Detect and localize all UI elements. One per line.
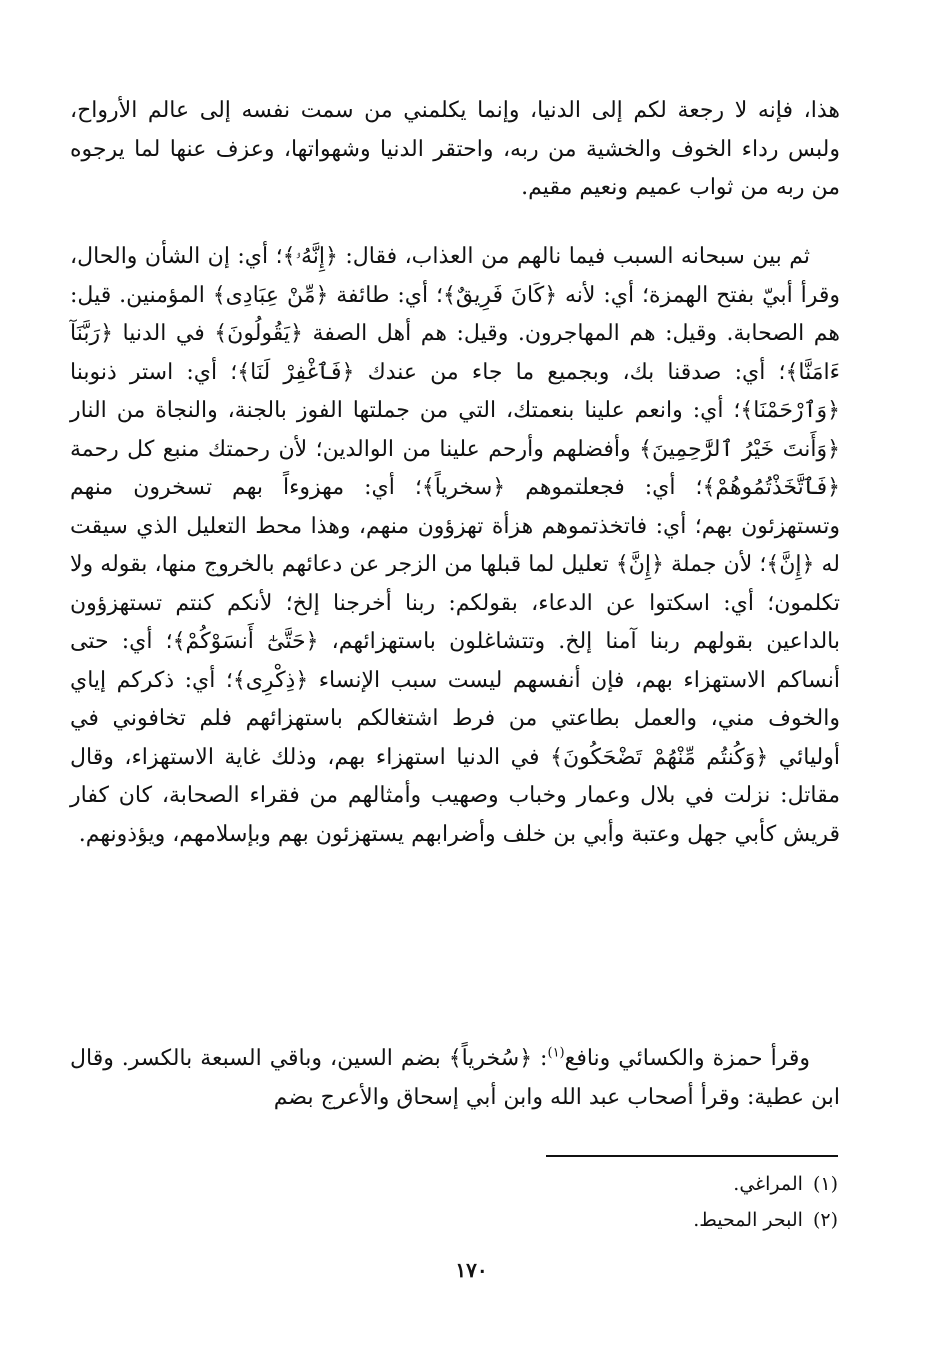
footnote-text: البحر المحيط.: [693, 1209, 803, 1231]
footnote-2: [500, 1202, 838, 1238]
footnote-number: (١): [812, 1173, 838, 1195]
footnote-text: المراغي.: [733, 1173, 803, 1195]
paragraph-3-end: : ﴿سُخرياً﴾ بضم السين، وباقي السبعة بالكسر. وقال ابن عطية: وقرأ أصحاب عبد الله وابن أبي إسحاق والأعرج بضم: [70, 1046, 840, 1110]
body-text-block-1: [70, 92, 840, 208]
paragraph-2: ثم بين سبحانه السبب فيما نالهم من العذاب، فقال: ﴿إِنَّهُۥ﴾؛ أي: إن الشأن والحال، وقرأ أبيّ بفتح الهمزة؛ أي: لأنه ﴿كَانَ فَرِيقٌ﴾؛ أي: طائفة ﴿مِّنْ عِبَادِى﴾ المؤمنين. قيل: هم الصحابة. وقيل: هم المهاجرون. وقيل: هم أهل الصفة ﴿يَقُولُونَ﴾ في الدنيا ﴿رَبَّنَآ ءَامَنَّا﴾؛ أي: صدقنا بك، وبجميع ما جاء من عندك ﴿فَٱغْفِرْ لَنَا﴾؛ أي: استر ذنوبنا ﴿وَٱرْحَمْنَا﴾؛ أي: وانعم علينا بنعمتك، التي من جملتها الفوز بالجنة، والنجاة من النار ﴿وَأَنتَ خَيْرُ ٱلرَّٰحِمِينَ﴾ وأفضلهم وأرحم علينا من الوالدين؛ لأن رحمتك منبع كل رحمة ﴿فَٱتَّخَذْتُمُوهُمْ﴾؛ أي: فجعلتموهم ﴿سخرياً﴾؛ أي: مهزوءاً بهم تسخرون منهم وتستهزئون بهم؛ أي: فاتخذتموهم هزأة تهزؤون منهم، وهذا محط التعليل الذي سيقت له ﴿إِنَّ﴾؛ لأن جملة ﴿إِنَّ﴾ تعليل لما قبلها من الزجر عن دعائهم بالخروج منها، بقوله ولا تكلمون؛ أي: اسكتوا عن الدعاء، بقولكم: ربنا أخرجنا إلخ؛ لأنكم كنتم تستهزؤون بالداعين بقولهم ربنا آمنا إلخ. وتتشاغلون باستهزائهم، ﴿حَتَّىٰٓ أَنسَوْكُمْ﴾؛ أي: حتى أنساكم الاستهزاء بهم، فإن أنفسهم ليست سبب الإنساء ﴿ذِكْرِى﴾؛ أي: ذكركم إياي والخوف مني، والعمل بطاعتي من فرط اشتغالكم باستهزائهم فلم تخافوني في أوليائي ﴿وَكُنتُم مِّنْهُمْ تَضْحَكُونَ﴾ في الدنيا استهزاء بهم، وذلك غاية الاستهزاء، وقال مقاتل: نزلت في بلال وعمار وخباب وصهيب وأمثالهم من فقراء الصحابة، كان كفار قريش كأبي جهل وعتبة وأبي بن خلف وأضرابهم يستهزئون بهم وبإسلامهم، ويؤذونهم.: [70, 244, 840, 847]
body-text-block-3: [70, 1040, 840, 1117]
paragraph-1: هذا، فإنه لا رجعة لكم إلى الدنيا، وإنما يكلمني من سمت نفسه إلى عالم الأرواح، ولبس رداء الخوف والخشية من ربه، واحتقر الدنيا وشهواتها، وعزف عنها لما يرجوه من ربه من ثواب عميم ونعيم مقيم.: [70, 98, 840, 200]
body-text-block-2: [70, 238, 840, 854]
footnote-reference: (١): [547, 1045, 565, 1061]
footnote-separator: [546, 1155, 838, 1157]
footnote-number: (٢): [812, 1209, 838, 1231]
footnotes: [500, 1166, 838, 1238]
page-number: ١٧٠: [455, 1258, 488, 1282]
paragraph-3-start: وقرأ حمزة والكسائي ونافع: [564, 1046, 810, 1071]
footnote-1: [500, 1166, 838, 1202]
paragraph-3: [70, 1040, 840, 1117]
